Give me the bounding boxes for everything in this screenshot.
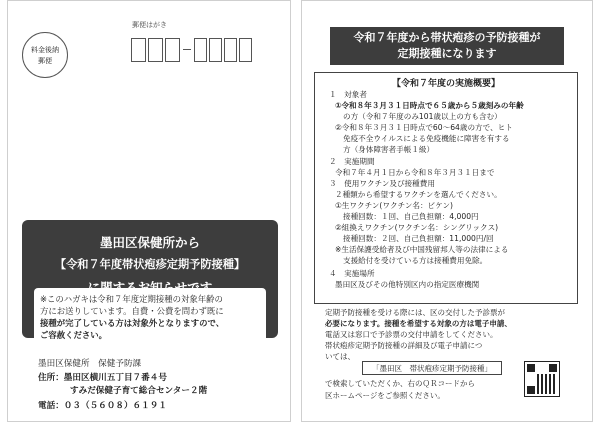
announcement-title [330,27,564,65]
bottom-text-line: で検索していただくか、右のＱＲコードから [325,379,475,388]
title-line1: 令和７年度から帯状疱疹の予防接種が [353,31,541,44]
notice-title-line1: 墨田区保健所から [99,235,200,250]
overview-line: ※生活保護受給者及び中国残留邦人等の法律による [335,245,509,254]
overview-line: ②組換えワクチン(ワクチン名：シングリックス) [335,223,499,232]
stamp-line2: 郵便 [38,57,52,65]
overview-line: 接種回数：２回、自己負担額：11,000円/回 [343,234,494,243]
overview-line: 接種回数：１回、自己負担額：4,000円 [343,212,479,221]
overview-line: ４ 実施場所 [329,269,375,278]
overview-box [314,72,578,304]
notice-line: ご容赦ください。 [40,330,107,340]
phone-number: 電話：０３（５６０８）６１９１ [38,401,167,411]
notice-title-line2: 【令和７年度帯状疱疹定期予防接種】 [54,258,246,271]
bottom-text-line: いては、 [325,352,355,361]
postcard-back [301,0,593,422]
overview-line: ３ 使用ワクチン及び接種費用 [329,179,435,188]
bottom-text-line: 電話又は窓口で予診票の交付申請をしてください。 [325,330,498,339]
department-name: 墨田区保健所 保健予防課 [38,359,142,369]
postcard-front [7,0,291,422]
bottom-text-line: 必要になります。接種を希望する対象の方は電子申請、 [325,319,512,328]
bottom-text-line: 帯状疱疹定期予防接種の詳細及び電子申請につ [325,341,483,350]
eligibility-notice [34,288,266,346]
postcard-label: 郵便はがき [132,21,167,29]
overview-line: １ 対象者 [329,90,367,99]
qr-code[interactable] [524,361,560,397]
overview-line: 免疫不全ウイルスによる免疫機能に障害を有する [343,134,510,143]
zip-separator [183,49,191,50]
notice-line: ※このハガキは令和７年度定期接種の対象年齢の [40,294,223,304]
zip-box [224,38,237,62]
overview-line: ①令和８年３月３１日時点で６５歳から５歳刻みの年齢 [335,101,524,110]
bottom-text-line: 区ホームページをご参照ください。 [325,391,445,400]
overview-line: ②令和８年３月３１日時点で60～64歳の方で、ヒト [335,123,513,132]
overview-line: 支援給付を受けている方は接種費用免除。 [343,256,488,265]
overview-line: の方（令和７年度のみ101歳以上の方も含む） [343,112,502,121]
address-line2: すみだ保健子育て総合センター２階 [70,386,208,396]
zip-box [194,38,207,62]
overview-line: 方（身体障害者手帳１級） [343,145,435,154]
address-line1: 住所：墨田区横川五丁目７番４号 [38,373,167,383]
overview-line: ①生ワクチン(ワクチン名：ビケン) [335,201,453,210]
notice-line: 方にお送りしています。自費・公費を問わず既に [40,306,224,316]
zip-box [148,38,163,62]
title-line2: 定期接種になります [397,47,497,60]
zip-box [239,38,252,62]
overview-line: ２ 実施期間 [329,157,375,166]
zip-box [209,38,222,62]
overview-heading: 【令和７年度の実施概要】 [391,79,500,89]
search-term-box: 「墨田区 帯状疱疹定期予防接種」 [362,361,502,375]
zip-box [165,38,180,62]
bottom-text-line: 定期予防接種を受ける際には、区の交付した予診票が [325,308,505,317]
zip-box [131,38,146,62]
overview-line: ２種類から希望するワクチンを選んでください。 [335,190,502,199]
notice-line: 接種が完了している方は対象外となりますので、 [40,318,225,328]
postage-paid-stamp [22,32,68,78]
overview-line: 墨田区及びその他特別区内の指定医療機関 [335,280,480,289]
stamp-line1: 料金後納 [31,46,59,54]
overview-line: 令和７年４月１日から令和８年３月３１日まで [335,168,495,177]
